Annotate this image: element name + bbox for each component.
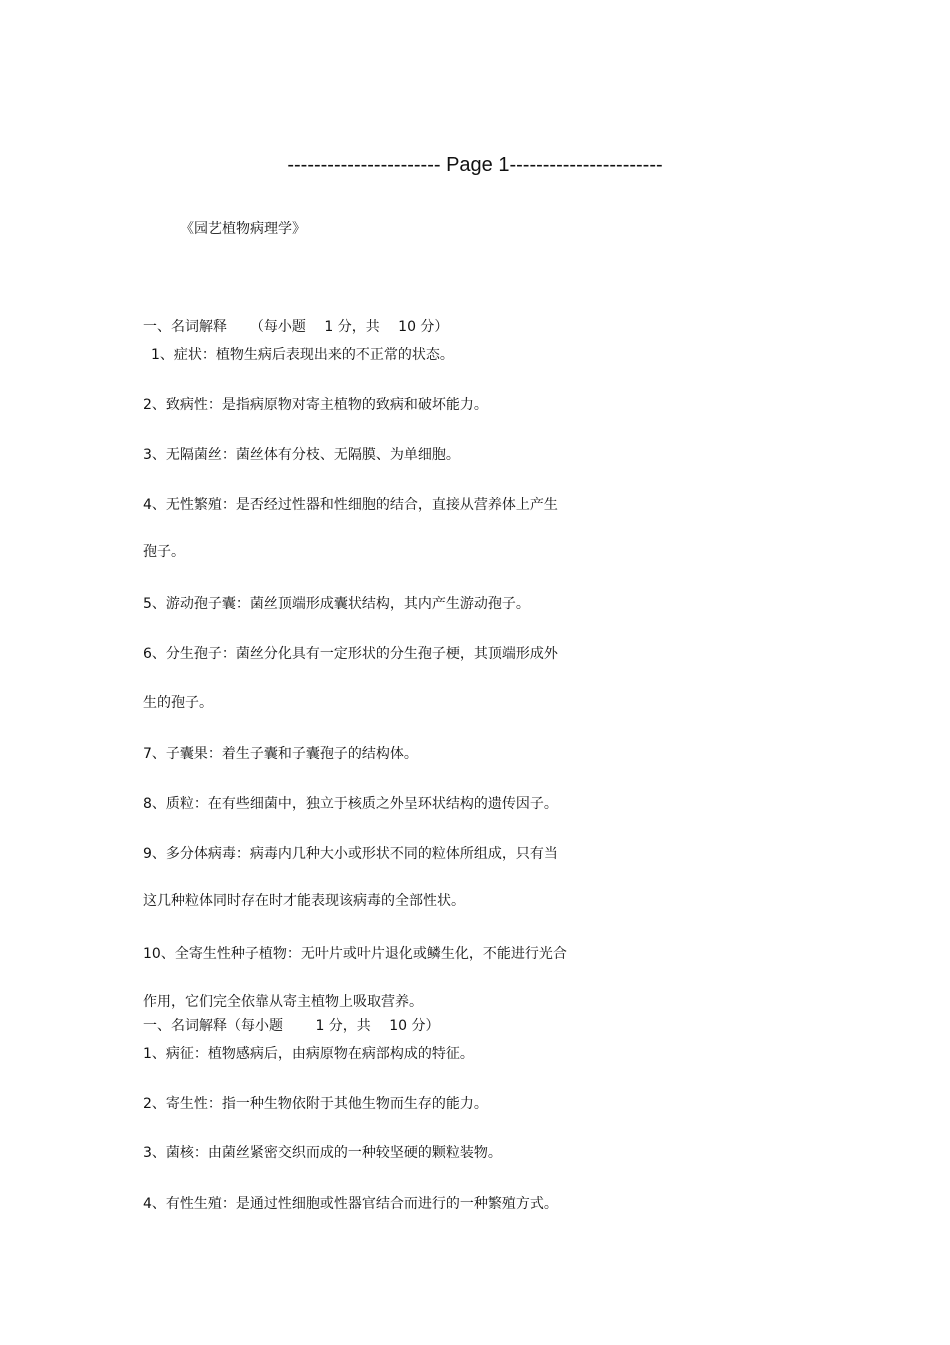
section-1-heading: 一、名词解释 （每小题 1 分，共 10 分） [143,319,449,335]
document-title: 《园艺植物病理学》 [180,221,306,237]
term-item: 3、菌核：由菌丝紧密交织而成的一种较坚硬的颗粒装物。 [143,1145,502,1161]
term-item: 1、症状：植物生病后表现出来的不正常的状态。 [151,347,454,363]
term-item-continuation: 生的孢子。 [143,695,213,711]
page-header: ----------------------- Page 1----------------------- [287,154,663,176]
term-item-continuation: 作用，它们完全依靠从寄主植物上吸取营养。 [143,994,423,1010]
term-item: 6、分生孢子：菌丝分化具有一定形状的分生孢子梗，其顶端形成外 [143,646,558,662]
term-item: 2、寄生性：指一种生物依附于其他生物而生存的能力。 [143,1096,488,1112]
term-item: 4、无性繁殖：是否经过性器和性细胞的结合，直接从营养体上产生 [143,497,558,513]
term-item: 4、有性生殖：是通过性细胞或性器官结合而进行的一种繁殖方式。 [143,1196,558,1212]
term-item-continuation: 孢子。 [143,544,185,560]
term-item: 2、致病性：是指病原物对寄主植物的致病和破坏能力。 [143,397,488,413]
term-item: 5、游动孢子囊：菌丝顶端形成囊状结构，其内产生游动孢子。 [143,596,530,612]
term-item: 10、全寄生性种子植物：无叶片或叶片退化或鳞生化，不能进行光合 [143,946,567,962]
term-item: 8、质粒：在有些细菌中，独立于核质之外呈环状结构的遗传因子。 [143,796,558,812]
term-item: 1、病征：植物感病后，由病原物在病部构成的特征。 [143,1046,474,1062]
term-item-continuation: 这几种粒体同时存在时才能表现该病毒的全部性状。 [143,893,465,909]
term-item: 3、无隔菌丝：菌丝体有分枝、无隔膜、为单细胞。 [143,447,460,463]
term-item: 9、多分体病毒：病毒内几种大小或形状不同的粒体所组成，只有当 [143,846,558,862]
term-item: 7、子囊果：着生子囊和子囊孢子的结构体。 [143,746,418,762]
section-2-heading: 一、名词解释（每小题 1 分，共 10 分） [143,1018,440,1034]
